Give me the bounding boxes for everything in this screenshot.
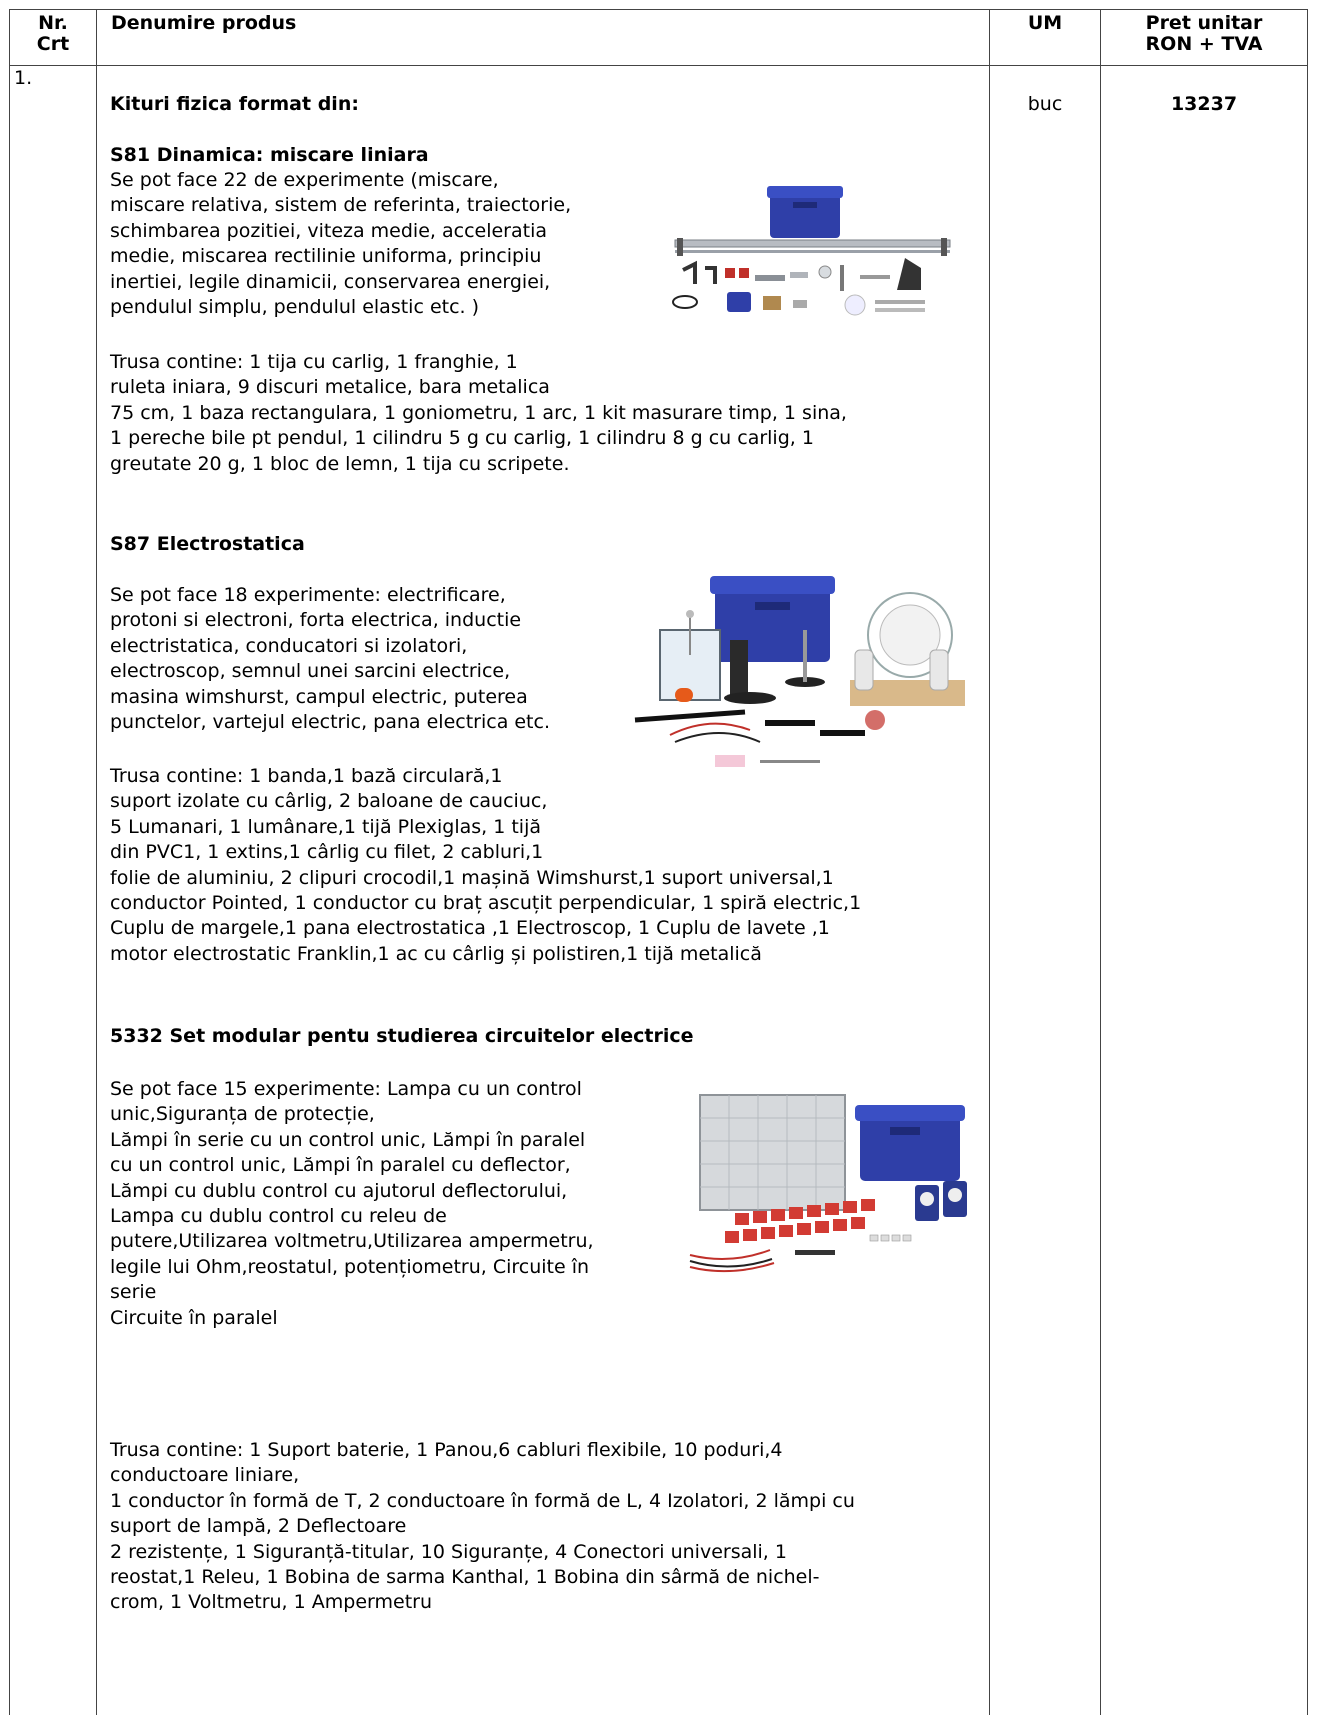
kit-contents-s81: Trusa contine: 1 tija cu carlig, 1 franghie, 1 ruleta iniara, 9 discuri metalice, bara metalica 75 cm, 1 baza rectangulara, 1 goniometru, 1 arc, 1 kit masurare timp, 1 sina, 1 pereche bile pt pendul, 1 cilindru 5 g cu carlig, 1 cilindru 8 g cu carlig, 1 greutate 20 g, 1 bloc de lemn, 1 tija cu scripete.: [110, 351, 847, 475]
kit-title-s81: S81 Dinamica: miscare liniara: [110, 144, 429, 166]
kit-image-s81: [665, 180, 955, 330]
column-divider-1: [96, 9, 97, 1715]
kit-contents-s87: Trusa contine: 1 banda,1 bază circulară,1 suport izolate cu cârlig, 2 baloane de cauciuc, 5 Lumanari, 1 lumânare,1 tijă Plexiglas, 1 tijă din PVC1, 1 extins,1 cârlig cu filet, 2 cabluri,1 folie de aluminiu, 2 clipuri crocodil,1 mașină Wimshurst,1 suport universal,1 conductor Pointed, 1 conductor cu braț ascuțit perpendicular, 1 spiră electric,1 Cuplu de margele,1 pana electrostatica ,1 Electroscop, 1 Cuplu de lavete ,1 motor electrostatic Franklin,1 ac cu cârlig și polistiren,1 tijă metalică: [110, 765, 862, 965]
unit-price: 13237: [1170, 93, 1238, 115]
header-um: UM: [1027, 12, 1063, 34]
kit-description-5332: Se pot face 15 experimente: Lampa cu un control unic,Siguranța de protecție, Lămpi în serie cu un control unic, Lămpi în paralel cu un control unic, Lămpi în paralel cu deflector, Lămpi cu dublu control cu ajutorul deflectorului, Lampa cu dublu control cu releu de putere,Utilizarea voltmetru,Utilizarea ampermetru, legile lui Ohm,reostatul, potențiometru, Circuite în serie Circuite în paralel: [110, 1078, 594, 1329]
kit-image-5332: [685, 1085, 975, 1300]
table-border-right: [1307, 9, 1308, 1715]
header-denumire: Denumire produs: [111, 12, 297, 34]
kit-title-s87: S87 Electrostatica: [110, 533, 305, 555]
kit-description-s87: Se pot face 18 experimente: electrificare, protoni si electroni, forta electrica, inductie electristatica, conducatori si izolatori, electroscop, semnul unei sarcini electrice, masina wimshurst, campul electric, puterea punctelor, vartejul electric, pana electrica etc.: [110, 584, 550, 734]
kit-description-s81: Se pot face 22 de experimente (miscare, miscare relativa, sistem de referinta, traiectorie, schimbarea pozitiei, viteza medie, acceleratia medie, miscarea rectilinie uniforma, principiu inertiei, legile dinamicii, conservarea energiei, pendulul simplu, pendulul elastic etc. ): [110, 169, 572, 319]
table-border-left: [9, 9, 10, 1715]
header-nr-crt: Nr. Crt: [36, 12, 70, 55]
row-number: 1.: [14, 67, 33, 89]
header-divider: [9, 65, 1308, 66]
kit-contents-5332: Trusa contine: 1 Suport baterie, 1 Panou,6 cabluri flexibile, 10 poduri,4 conductoare liniare, 1 conductor în formă de T, 2 conductoare în formă de L, 4 Izolatori, 2 lămpi cu suport de lampă, 2 Deflectoare 2 rezistențe, 1 Siguranță-titular, 10 Siguranțe, 4 Conectori universali, 1 reostat,1 Releu, 1 Bobina de sarma Kanthal, 1 Bobina din sârmă de nichel- crom, 1 Voltmetru, 1 Ampermetru: [110, 1439, 855, 1614]
header-pret: Pret unitar RON + TVA: [1145, 12, 1263, 55]
column-divider-2: [989, 9, 990, 1715]
kit-title-5332: 5332 Set modular pentu studierea circuitelor electrice: [110, 1025, 694, 1047]
unit-of-measure: buc: [1027, 93, 1063, 115]
kit-image-s87: [630, 570, 970, 785]
kit-intro: Kituri fizica format din:: [110, 93, 359, 115]
column-divider-3: [1100, 9, 1101, 1715]
table-border-top: [9, 9, 1308, 10]
